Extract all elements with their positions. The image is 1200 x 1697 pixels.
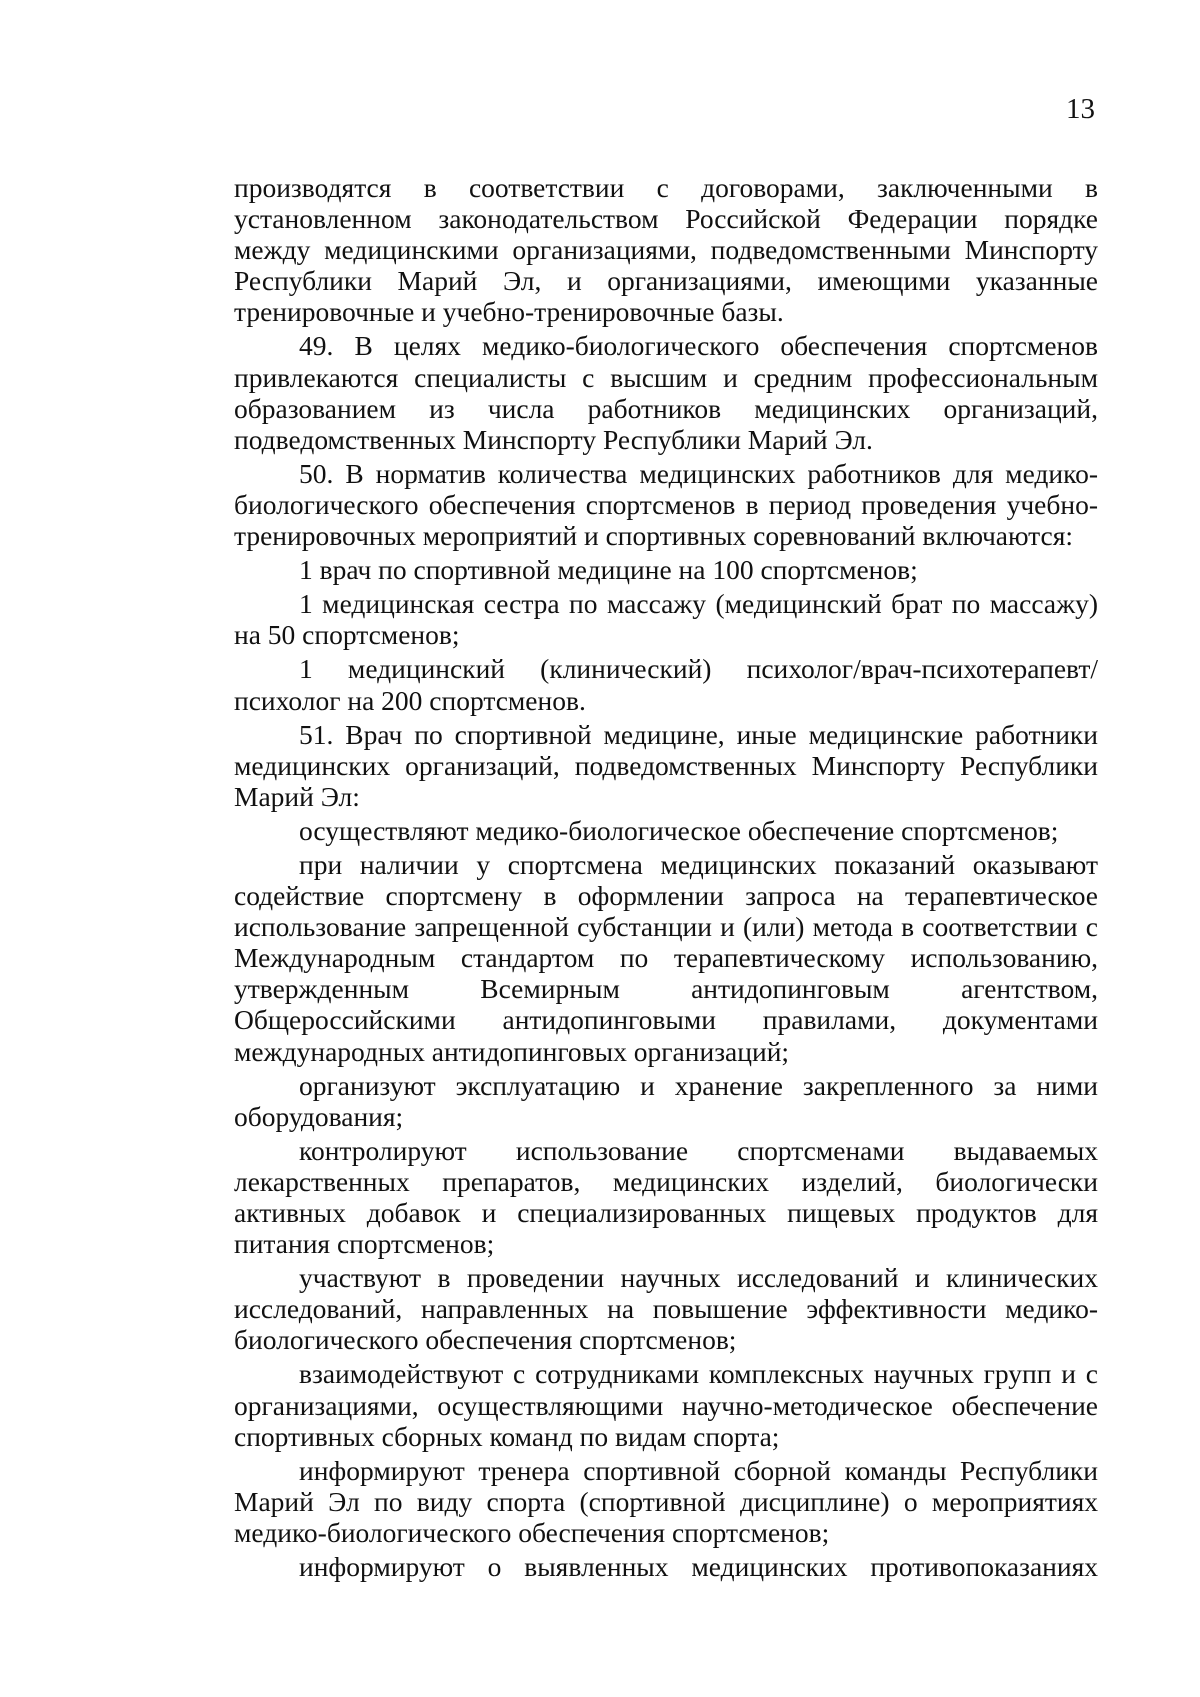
paragraph-50: 50. В норматив количества медицинских работников для медико-биологического обеспечения спортсменов в период проведения учебно-тренировочных мероприятий и спортивных соревнований включаются: xyxy=(234,457,1098,552)
duty-item-tue-request: при наличии у спортсмена медицинских показаний оказывают содействие спортсмену в оформлении запроса на терапевтическое использование запрещенной субстанции и (или) метода в соответствии с Международным стандартом по терапевтическому использованию, утвержденным Всемирным антидопинговым агентством, Общероссийскими антидопинговыми правилами, документами международных антидопинговых организаций; xyxy=(234,848,1098,1067)
page-number: 13 xyxy=(1066,93,1095,125)
duty-item-research: участвуют в проведении научных исследований и клинических исследований, направленных на повышение эффективности медико-биологического обеспечения спортсменов; xyxy=(234,1262,1098,1356)
paragraph-continuation: производятся в соответствии с договорами, заключенными в установленном законодательством Российской Федерации порядке между медицинскими организациями, подведомственными Минспорту Республики Марий Эл, и организациями, имеющими указанные тренировочные и учебно-тренировочные базы. xyxy=(234,172,1098,328)
duty-item-equipment: организуют эксплуатацию и хранение закрепленного за ними оборудования; xyxy=(234,1069,1098,1132)
document-body xyxy=(234,172,1098,1582)
paragraph-51: 51. Врач по спортивной медицине, иные медицинские работники медицинских организаций, подведомственных Минспорту Республики Марий Эл: xyxy=(234,718,1098,812)
list-item-psychologist: 1 медицинский (клинический) психолог/врач-психотерапевт/психолог на 200 спортсменов. xyxy=(234,653,1098,716)
duty-item-provide-support: осуществляют медико-биологическое обеспечение спортсменов; xyxy=(299,814,1059,846)
duty-item-inform-coach: информируют тренера спортивной сборной команды Республики Марий Эл по виду спорта (спортивной дисциплине) о мероприятиях медико-биологического обеспечения спортсменов; xyxy=(234,1454,1098,1548)
duty-item-cooperate: взаимодействуют с сотрудниками комплексных научных групп и с организациями, осуществляющими научно-методическое обеспечение спортивных сборных команд по видам спорта; xyxy=(234,1358,1098,1452)
duty-item-inform-contraindications: информируют о выявленных медицинских противопоказаниях xyxy=(299,1551,1098,1583)
list-item-massage-nurse: 1 медицинская сестра по массажу (медицинский брат по массажу) на 50 спортсменов; xyxy=(234,588,1098,651)
list-item-sports-doctor: 1 врач по спортивной медицине на 100 спортсменов; xyxy=(299,554,918,586)
duty-item-control-medication: контролируют использование спортсменами выдаваемых лекарственных препаратов, медицинских изделий, биологически активных добавок и специализированных пищевых продуктов для питания спортсменов; xyxy=(234,1134,1098,1260)
paragraph-49: 49. В целях медико-биологического обеспечения спортсменов привлекаются специалисты с высшим и средним профессиональным образованием из числа работников медицинских организаций, подведомственных Минспорту Республики Марий Эл. xyxy=(234,330,1098,455)
